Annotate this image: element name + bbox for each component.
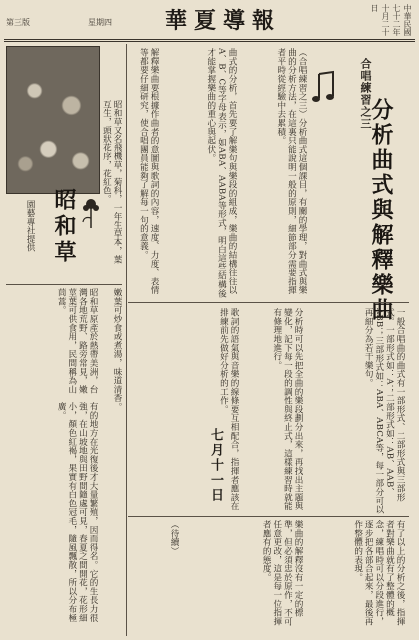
photo-caption: 昭和草又名飛機草，菊科，一年生草本，葉互生，頭狀花序，花紅色。: [101, 100, 122, 264]
article-column: 分析時可以先把全曲的樂段劃分出來，再找出主題與變化，記下每一段的調性與終止式，這樣練習時就能有條理地進行。: [271, 308, 303, 511]
article-column: （待續）: [169, 520, 179, 556]
feature-column: 有的地方在光復後才大量繁殖，因而得名。它的生長力很強，在山坡地與田野間隨處可見，春夏之間開花，花形細小，顏色紅褐，果實有白色冠毛，隨風飄散，所以分布極廣。: [56, 402, 98, 622]
dateline: 中華民國七十二年十月二十日: [370, 4, 412, 36]
article-column: 有了以上的分析之後，指揮者對樂曲就有了整體的概念，練唱時可以分段進行，逐步把各部合起來，最後再作整體的表現。: [352, 520, 405, 626]
flower-icon: [80, 196, 102, 230]
article-column: 一般合唱曲的曲式有一部形式、二部形式與三部形式。一部形式如：A；二部形式如：AB、AAB、ABB；三部形式如：ABA、ABCA等，每一部分可以再細分為若干樂句。: [363, 308, 405, 514]
page-header: [0, 0, 419, 42]
article-column: （合唱練習之三）分析曲式這個課目，有關的學理，對曲式與樂曲的分析方法，在這裏只能說明一般的原則，細節部分需要指揮者平時從經驗中去累積。: [275, 48, 307, 295]
article-kicker: 合唱練習之三: [359, 58, 372, 130]
section-divider: [128, 516, 409, 517]
article-column: 曲式的分析，首先要了解樂句與樂段的組成，樂曲的結構往往以A、B、C等字母表示，如ABA、AABA等形式，明白這些結構後才能掌握樂曲的重心與起伏。: [205, 48, 237, 298]
edition-label: 第三版: [6, 18, 30, 27]
sidebar-divider: [6, 284, 122, 285]
article-column: 歌詞的語氣與音樂的線條要互相配合，指揮者應該在排練前先做好分析的工作。: [218, 308, 239, 511]
article-column: 解釋樂曲要根據作曲者的意圖與歌詞的內容，速度、力度、表情等都要仔細研究，使合唱團員能夠了解每一句的意義。: [138, 48, 159, 295]
article-column: 樂曲的解釋沒有一定的標準，但必須忠於原作，不可任意更改，這是每一位指揮者應有的態度。: [261, 520, 303, 626]
masthead: 華夏導報: [164, 8, 281, 34]
music-note-icon: [311, 70, 337, 106]
feature-title: 昭和草: [51, 188, 77, 266]
article-title: 分析曲式與解釋樂曲: [368, 98, 394, 323]
section-divider: [128, 302, 409, 303]
feature-byline: 園藝專社提供: [25, 200, 35, 252]
column-divider: [126, 44, 127, 636]
header-rule: [4, 39, 415, 40]
feature-column: 嫩葉可炒食或煮湯，味道清香。: [112, 288, 122, 412]
feature-column: 昭和草原產於熱帶美洲，台灣各地荒野、路旁常見，嫩莖葉可供食用，民間稱為山茼蒿。: [56, 288, 98, 394]
date-note: 七月十一日: [208, 427, 223, 503]
header-rule-thin: [4, 41, 415, 42]
flower-photo: [6, 46, 100, 194]
issue-day: 星期四: [88, 18, 112, 27]
